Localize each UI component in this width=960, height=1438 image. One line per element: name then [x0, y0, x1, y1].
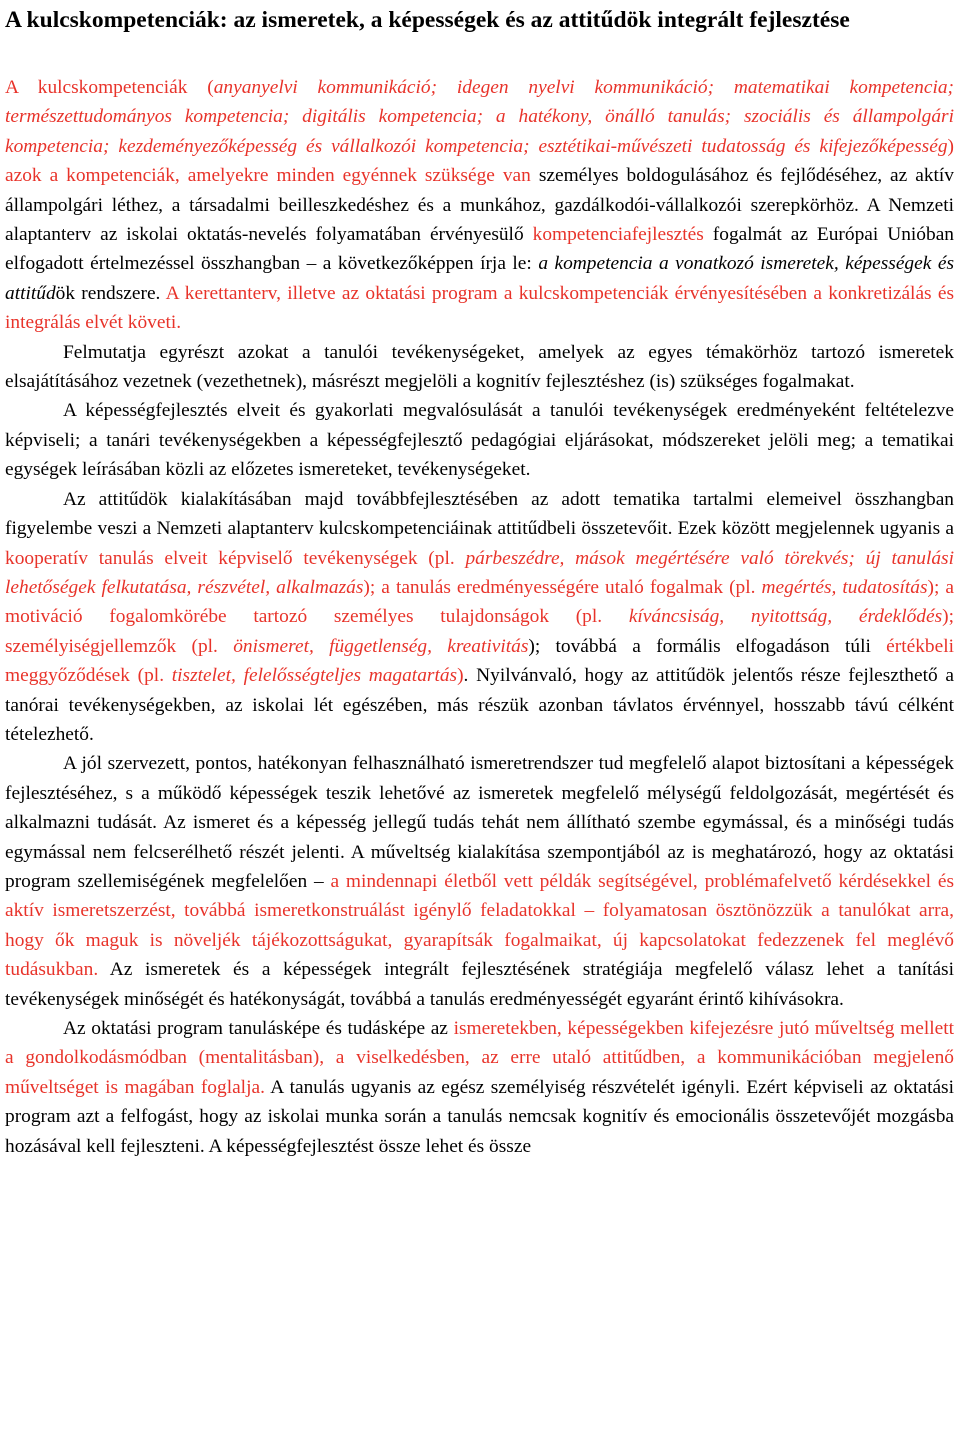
text-run-red: ); személyiségjellemzők (pl.	[5, 606, 954, 657]
text-run: A jól szervezett, pontos, hatékonyan felhasználható ismeretrendszer tud megfelelő alapot biztosítani a képességek fejlesztéséhez, s a működő képességek teszik lehetővé az ismeretek megfelelő mélységű feldolgozását, megértését és alkalmazni tudását. Az ismeret és a képesség jellegű tudás tehát nem állítható szembe egymással, és a minőségi tudás egymással nem felcserélhető részét jelenti. A műveltség kialakítása szempontjából az is meghatározó, hogy az oktatási program szellemiségének megfelelően –	[5, 753, 954, 892]
text-run: Felmutatja egyrészt azokat a tanulói tevékenységeket, amelyek az egyes témakörhöz tartozó ismeretek elsajátításához vezetnek (vezethetnek), másrészt megjelöli a kognitív fejlesztéshez (is) szükséges fogalmakat.	[5, 341, 954, 393]
text-run: személyes boldogulásához és fejlődéséhez, az aktív állampolgári léthez, a társadalmi beilleszkedéshez és a munkához, gazdálkodói-vállalkozói szerepkörhöz. A Nemzeti alaptanterv az iskolai oktatás-nevelés folyamatában érvényesülő	[5, 165, 954, 246]
text-run-red: ); a	[363, 576, 396, 598]
text-run: Az attitűdök kialakításában majd továbbfejlesztésében az adott tematika tartalmi elemeivel összhangban figyelembe veszi a Nemzeti alaptanterv kulcskompetenciáinak attitűdbeli összetevőit. Ezek között megjelennek ugyanis a	[5, 488, 954, 540]
paragraph-attitudes	[5, 485, 954, 750]
text-run-red: ismeretekben, képességekben kifejezésre jutó műveltség mellett a gondolkodásmódban (mentalitásban), a viselkedésben, az erre utaló attitűdben, a kommunikációban megjelenő műveltséget is magában foglalja.	[5, 1018, 954, 1098]
text-run-red: A kulcskompetenciák (anyanyelvi kommunikáció; idegen nyelvi kommunikáció; matematikai kompetencia; természettudományos kompetencia; digitális kompetencia; a hatékony, önálló tanulás; szociális és állampolgári kompetencia; kezdeményezőképesség és vállalkozói kompetencia; esztétikai-művészeti tudatosság és kifejezőképesség) azok a kompetenciák, amelyekre minden egyénnek szüksége van	[5, 77, 954, 187]
text-run: Az oktatási program tanulásképe és tudásképe az	[63, 1018, 454, 1039]
text-run-red-italic: tisztelet, felelősségteljes magatartás	[171, 665, 458, 687]
paragraph-skill-development	[5, 396, 954, 484]
text-run: ök rendszere.	[55, 282, 166, 304]
text-run-red: )	[457, 665, 464, 687]
text-run-red-italic: párbeszédre, mások megértésére való törekvés; új tanulási lehetőségek felkutatása, részvétel, alkalmazás	[5, 547, 954, 598]
paragraph-key-competences	[5, 73, 954, 338]
text-run-red: kompetenciafejlesztés	[532, 224, 704, 246]
paragraph-learning-image	[5, 1014, 954, 1161]
text-run-italic: a kompetencia a vonatkozó ismeretek, képességek és attitűd	[5, 253, 954, 304]
paragraph-activities	[5, 338, 954, 397]
text-run-red: A kerettanterv, illetve az oktatási program a kulcskompetenciák érvényesítésében a konkretizálás és integrálás elvét követi.	[5, 282, 954, 334]
text-run: ); továbbá a formális elfogadáson túli	[528, 635, 887, 657]
text-run-red: kooperatív tanulás elveit képviselő tevékenységek (pl.	[5, 547, 466, 569]
text-run-red: tanulás eredményességére utaló fogalmak (pl.	[395, 576, 762, 598]
text-run: A tanulás ugyanis az egész személyiség részvételét igényli. Ezért képviseli az oktatási program azt a felfogást, hogy az iskolai munka során a tanulás nemcsak kognitív és emocionális összetevőjét mozgásba hozásával kell fejleszteni. A képességfejlesztést össze lehet és össze	[5, 1076, 954, 1157]
text-run-red-italic: kíváncsiság, nyitottság, érdeklődés	[628, 606, 943, 628]
text-run-red: a mindennapi életből vett példák segítségével, problémafelvető kérdésekkel és aktív ismeretszerzést, továbbá ismeretkonstruálást igénylő feladatokkal – folyamatosan ösztönözzük a tanulókat arra, hogy ők maguk is növeljék tájékozottságukat, gyarapítsák fogalmaikat, új kapcsolatokat fedezzenek fel meglévő tudásukban.	[5, 870, 954, 981]
paragraph-knowledge-system	[5, 749, 954, 1014]
text-run: A képességfejlesztés elveit és gyakorlati megvalósulását a tanulói tevékenységek eredményeként feltételezve képviseli; a tanári tevékenységekben a képességfejlesztő pedagógiai eljárásokat, módszereket jelöli meg; a tematikai egységek leírásában közli az előzetes ismereteket, tevékenységeket.	[5, 400, 954, 481]
text-run-red-italic: önismeret, függetlenség, kreativitás	[233, 635, 529, 657]
text-run: fogalmát az Európai Unióban elfogadott értelmezéssel összhangban – a következőképpen írja le:	[5, 224, 955, 275]
text-run: Az ismeretek és a képességek integrált fejlesztésének stratégiája megfelelő válasz lehet a tanítási tevékenységek minőségét és hatékonyságát, továbbá a tanulás eredményességét egyaránt érintő kihívásokra.	[5, 959, 954, 1010]
text-run-red: értékbeli meggyőződések (pl.	[5, 635, 954, 687]
document-title: A kulcskompetenciák: az ismeretek, a képességek és az attitűdök integrált fejlesztése	[5, 7, 850, 33]
text-run-red: ); a motiváció fogalomkörébe tartozó személyes tulajdonságok (pl.	[5, 576, 954, 628]
text-run-red-italic: megértés, tudatosítás	[761, 576, 928, 598]
text-run: . Nyilvánvaló, hogy az attitűdök jelentős része fejleszthető a tanórai tevékenységekben, az iskolai lét egészében, más részük azonban távlatos érvénnyel, hosszabb távú célként tételezhető.	[5, 665, 954, 745]
